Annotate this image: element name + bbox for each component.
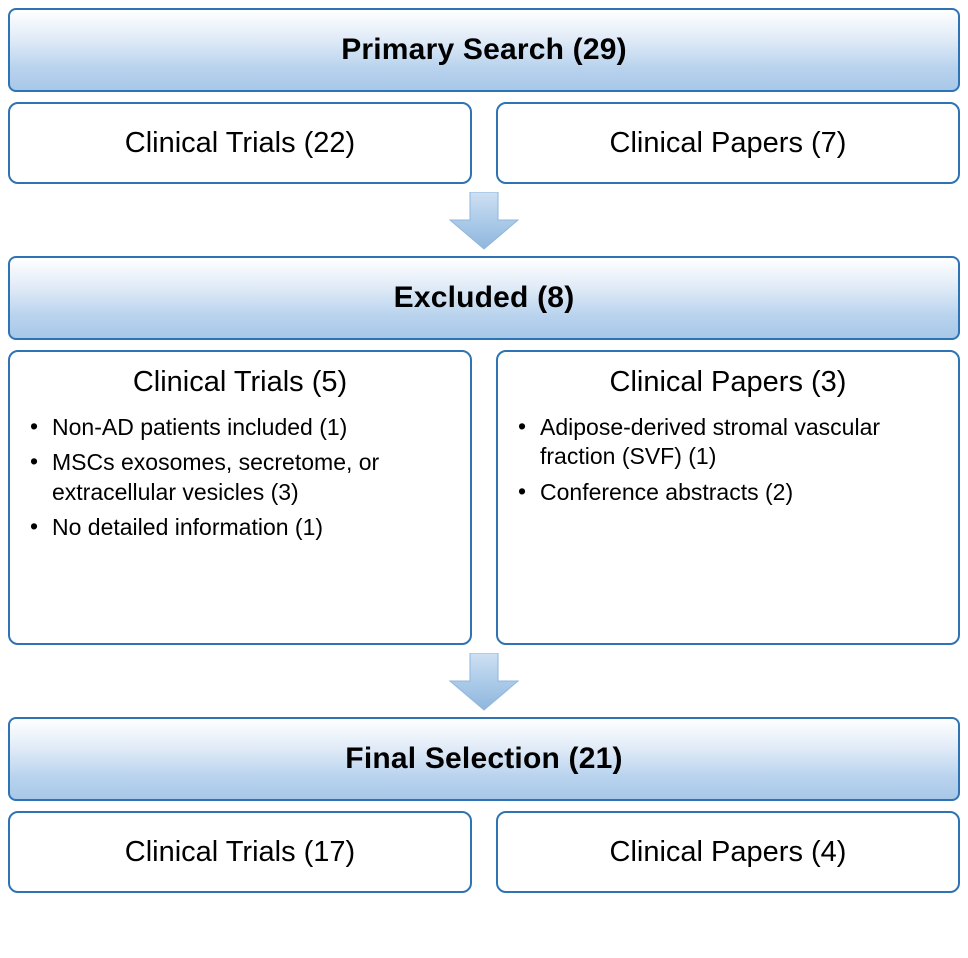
stage-pair-row-excluded xyxy=(8,350,960,645)
list-item: • Non-AD patients included (1) xyxy=(26,413,454,442)
list-item: • Conference abstracts (2) xyxy=(514,478,942,507)
stage-pair-row-primary xyxy=(8,102,960,184)
excluded-papers-title: Clinical Papers (3) xyxy=(609,366,847,398)
excluded-trials-title: Clinical Trials (5) xyxy=(132,366,348,398)
stage-pair-row-final xyxy=(8,811,960,893)
stage-banner-primary-search: Primary Search (29) xyxy=(8,8,960,92)
box-clinical-trials-primary: Clinical Trials (22) xyxy=(8,102,472,184)
box-excluded-clinical-trials xyxy=(8,350,472,645)
arrow-down-icon xyxy=(446,192,522,250)
list-item: • MSCs exosomes, secretome, or extracellular vesicles (3) xyxy=(26,448,454,507)
excluded-trials-bullets xyxy=(26,413,454,549)
list-item: • Adipose-derived stromal vascular fraction (SVF) (1) xyxy=(514,413,942,472)
box-excluded-clinical-papers xyxy=(496,350,960,645)
arrow-container-2 xyxy=(8,651,960,713)
arrow-down-icon xyxy=(446,653,522,711)
box-clinical-papers-final: Clinical Papers (4) xyxy=(496,811,960,893)
arrow-container-1 xyxy=(8,190,960,252)
stage-banner-final-selection: Final Selection (21) xyxy=(8,717,960,801)
list-item: • No detailed information (1) xyxy=(26,513,454,542)
stage-banner-excluded: Excluded (8) xyxy=(8,256,960,340)
box-clinical-trials-final: Clinical Trials (17) xyxy=(8,811,472,893)
excluded-papers-bullets xyxy=(514,413,942,513)
box-clinical-papers-primary: Clinical Papers (7) xyxy=(496,102,960,184)
